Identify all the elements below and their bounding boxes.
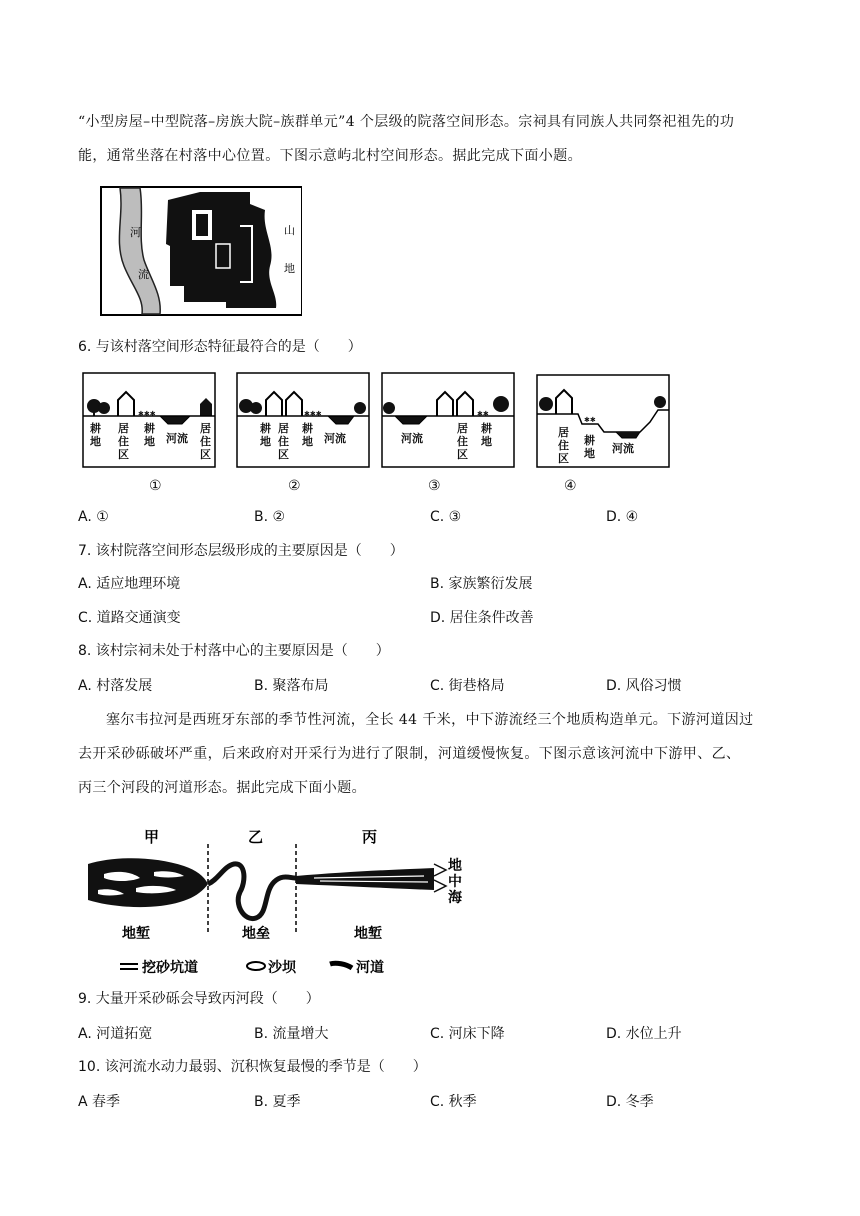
intro-paragraph-2	[78, 703, 783, 805]
panel-3-label-3: 耕地	[481, 422, 492, 448]
unit-label-bing: 地堑	[354, 926, 382, 942]
q9-option-a[interactable]: A. 河道拓宽	[78, 1026, 153, 1042]
panel-1-label-1: 耕地	[90, 422, 101, 448]
legend-dredge-symbol	[120, 964, 138, 969]
panel-1-label-2: 居住区	[118, 422, 129, 461]
mountain-label-2: 地	[284, 262, 295, 275]
q8-option-b[interactable]: B. 聚落布局	[254, 678, 329, 694]
q10-option-d[interactable]: D. 冬季	[606, 1094, 654, 1110]
q6-option-b[interactable]: B. ②	[254, 509, 286, 525]
intro-2-line-1: 塞尔韦拉河是西班牙东部的季节性河流，全长 44 千米，中下游流经三个地质构造单元。下游河道因过	[106, 712, 754, 728]
q8-option-d[interactable]: D. 风俗习惯	[606, 678, 682, 694]
sea-label-2: 中	[448, 874, 462, 890]
q9-option-c[interactable]: C. 河床下降	[430, 1026, 505, 1042]
sea-label-3: 海	[448, 890, 462, 906]
river-label-1: 河	[130, 226, 141, 239]
sea-label-1: 地	[448, 858, 462, 874]
river-channel-jia	[88, 858, 208, 907]
segment-label-bing: 丙	[362, 828, 378, 846]
river-label-2: 流	[138, 268, 149, 281]
q9-option-d[interactable]: D. 水位上升	[606, 1026, 682, 1042]
intro-2-line-2: 去开采砂砾破坏严重，后来政府对开采行为进行了限制，河道缓慢恢复。下图示意该河流中下游甲、乙、	[78, 746, 741, 762]
panel-1-label-3: 耕地	[144, 422, 155, 448]
q7-option-a[interactable]: A. 适应地理环境	[78, 576, 181, 592]
q8-option-a[interactable]: A. 村落发展	[78, 678, 153, 694]
q6-option-d[interactable]: D. ④	[606, 509, 639, 525]
svg-text:✱✱: ✱✱	[584, 416, 596, 424]
q7-option-b[interactable]: B. 家族繁衍发展	[430, 576, 533, 592]
panel-4-label-3: 河流	[612, 442, 634, 455]
intro-2-line-3: 丙三个河段的河道形态。据此完成下面小题。	[78, 780, 366, 796]
question-8-stem: 8. 该村宗祠未处于村落中心的主要原因是（ ）	[78, 643, 390, 659]
panel-4-number: ④	[564, 478, 577, 494]
panel-2-label-1: 耕地	[260, 422, 271, 448]
legend-river-label: 河道	[356, 960, 384, 976]
village-map-figure	[100, 186, 302, 316]
q8-option-c[interactable]: C. 街巷格局	[430, 678, 505, 694]
river-channel-bing	[296, 868, 434, 890]
panel-3	[381, 372, 515, 468]
panel-2	[236, 372, 370, 468]
panel-2-number: ②	[288, 478, 301, 494]
q7-option-d[interactable]: D. 居住条件改善	[430, 610, 534, 626]
question-10-stem: 10. 该河流水动力最弱、沉积恢复最慢的季节是（ ）	[78, 1059, 427, 1075]
q10-option-c[interactable]: C. 秋季	[430, 1094, 477, 1110]
panel-2-label-3: 耕地	[302, 422, 313, 448]
q10-option-a[interactable]: A 春季	[78, 1094, 121, 1110]
panel-1-label-5: 居住区	[200, 422, 211, 461]
river-segments-figure	[84, 826, 466, 980]
river-channel-yi	[208, 864, 296, 919]
panel-3-label-1: 河流	[401, 432, 423, 445]
intro-1-line-2: 能，通常坐落在村落中心位置。下图示意屿北村空间形态。据此完成下面小题。	[78, 148, 582, 164]
legend-river-symbol	[330, 963, 352, 968]
svg-text:✱✱✱: ✱✱✱	[138, 410, 156, 418]
question-7-stem: 7. 该村院落空间形态层级形成的主要原因是（ ）	[78, 543, 404, 559]
question-9-stem: 9. 大量开采砂砾会导致丙河段（ ）	[78, 991, 320, 1007]
q9-option-b[interactable]: B. 流量增大	[254, 1026, 329, 1042]
panel-2-label-2: 居住区	[278, 422, 289, 461]
panel-1	[82, 372, 216, 468]
q6-option-c[interactable]: C. ③	[430, 509, 462, 525]
q6-option-a[interactable]: A. ①	[78, 509, 109, 525]
legend-sandbar-symbol	[247, 962, 265, 970]
unit-label-jia: 地堑	[122, 926, 150, 942]
panel-3-number: ③	[428, 478, 441, 494]
svg-text:✱✱✱: ✱✱✱	[304, 410, 322, 418]
question-6-stem: 6. 与该村落空间形态特征最符合的是（ ）	[78, 339, 362, 355]
panel-1-label-4: 河流	[166, 432, 188, 445]
intro-1-line-1: “小型房屋–中型院落–房族大院–族群单元”4 个层级的院落空间形态。宗祠具有同族人共同祭祀祖先的功	[78, 114, 735, 130]
panel-4	[536, 374, 670, 468]
panel-2-label-4: 河流	[324, 432, 346, 445]
panel-1-number: ①	[149, 478, 162, 494]
segment-label-jia: 甲	[144, 828, 160, 846]
segment-label-yi: 乙	[248, 828, 264, 846]
legend-sandbar-label: 沙坝	[268, 960, 296, 976]
svg-text:✱✱: ✱✱	[477, 410, 489, 418]
panel-4-label-1: 居住区	[558, 426, 569, 465]
panel-4-label-2: 耕地	[584, 434, 595, 460]
panel-3-label-2: 居住区	[457, 422, 468, 461]
q7-option-c[interactable]: C. 道路交通演变	[78, 610, 181, 626]
intro-paragraph-1	[78, 105, 783, 173]
unit-label-yi: 地垒	[242, 926, 270, 942]
q10-option-b[interactable]: B. 夏季	[254, 1094, 301, 1110]
mountain-label-1: 山	[284, 224, 295, 237]
legend-dredge-label: 挖砂坑道	[142, 960, 198, 976]
